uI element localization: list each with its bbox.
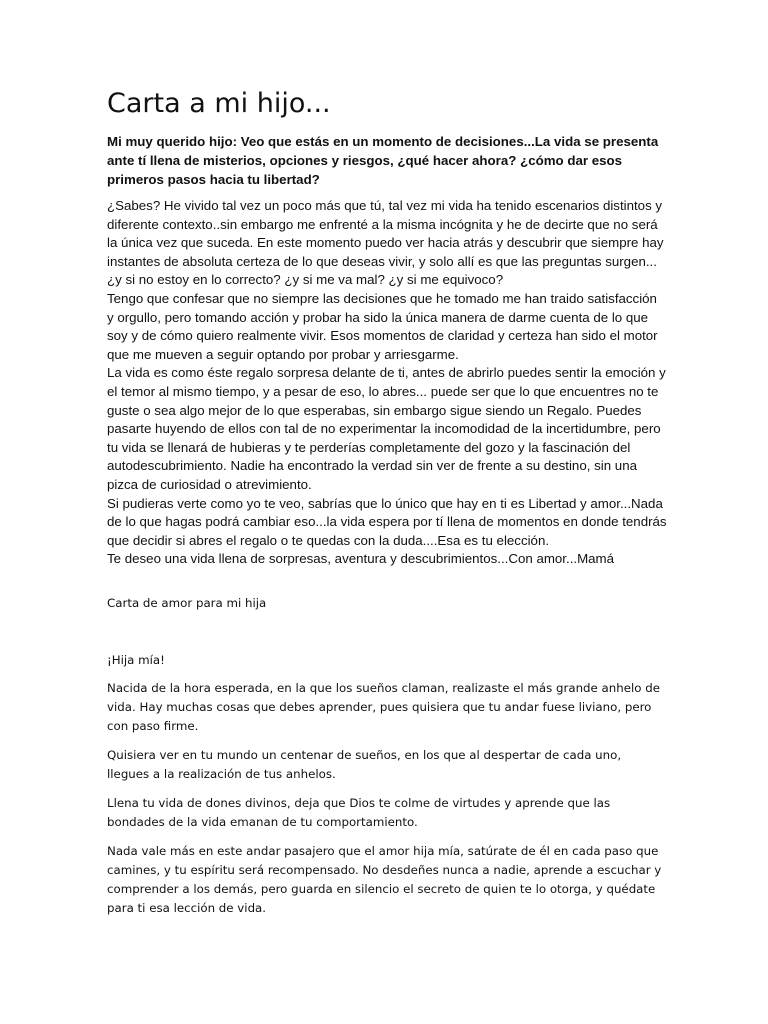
body-paragraph: Si pudieras verte como yo te veo, sabrías que lo único que hay en ti es Libertad y amor...Nada de lo que hagas podrá cambiar eso...la vida espera por tí llena de momentos en donde tendrás que decidir si abres el regalo o te quedas con la duda....Esa es tu elección.	[107, 495, 667, 548]
second-letter-paragraph: Nacida de la hora esperada, en la que los sueños claman, realizaste el más grande anhelo de vida. Hay muchas cosas que debes aprender, pues quisiera que tu andar fuese liviano, pero con paso firme.	[107, 681, 660, 733]
body-paragraph: Tengo que confesar que no siempre las decisiones que he tomado me han traido satisfacción y orgullo, pero tomando acción y probar ha sido la única manera de darme cuenta de lo que soy y de cómo quiero realmente vivir. Esos momentos de claridad y certeza han sido el motor que me mueven a seguir optando por probar y arriesgarme.	[107, 290, 658, 362]
body-paragraph: ¿Sabes? He vivido tal vez un poco más que tú, tal vez mi vida ha tenido escenarios distintos y diferente contexto..sin embargo me enfrenté a la misma incógnita y he de decirte que no será la única vez que suceda. En este momento puedo ver hacia atrás y descubrir que siempre hay instantes de absoluta certeza de lo que deseas vivir, y solo allí es que las preguntas surgen... ¿y si no estoy en lo correcto? ¿y si me va mal? ¿y si me equivoco?	[107, 198, 664, 288]
letter-title: Carta a mi hijo...	[107, 88, 331, 119]
body-paragraph: La vida es como éste regalo sorpresa delante de ti, antes de abrirlo puedes sentir la emoción y el temor al mismo tiempo, y a pesar de eso, lo abres... puede ser que lo que encuentres no te guste o sea algo mejor de lo que esperabas, sin embargo sigue siendo un Regalo. Puedes pasarte huyendo de ellos con tal de no experimentar la incomodidad de la incertidumbre, pero tu vida se llenará de hubieras y te perderías completamente del gozo y la fascinación del autodescubrimiento. Nadie ha encontrado la verdad sin ver de frente a su destino, sin una pizca de curiosidad o atrevimiento.	[107, 365, 666, 492]
second-letter-greeting: ¡Hija mía!	[107, 653, 165, 667]
letter-body	[107, 197, 667, 569]
second-letter-paragraph: Quisiera ver en tu mundo un centenar de sueños, en los que al despertar de cada uno, llegues a la realización de tus anhelos.	[107, 748, 622, 781]
second-letter-title: Carta de amor para mi hija	[107, 596, 267, 610]
letter-intro: Mi muy querido hijo: Veo que estás en un momento de decisiones...La vida se presenta ante tí llena de misterios, opciones y riesgos, ¿qué hacer ahora? ¿cómo dar esos primeros pasos hacia tu libertad?	[107, 134, 659, 187]
second-letter-paragraph: Llena tu vida de dones divinos, deja que Dios te colme de virtudes y aprende que las bondades de la vida emanan de tu comportamiento.	[107, 796, 611, 829]
second-letter-paragraph: Nada vale más en este andar pasajero que el amor hija mía, satúrate de él en cada paso que camines, y tu espíritu será recompensado. No desdeñes nunca a nadie, aprende a escuchar y comprender a los demás, pero guarda en silencio el secreto de quien te lo otorga, y quédate para ti esa lección de vida.	[107, 844, 662, 915]
body-paragraph: Te deseo una vida llena de sorpresas, aventura y descubrimientos...Con amor...Mamá	[107, 551, 615, 567]
